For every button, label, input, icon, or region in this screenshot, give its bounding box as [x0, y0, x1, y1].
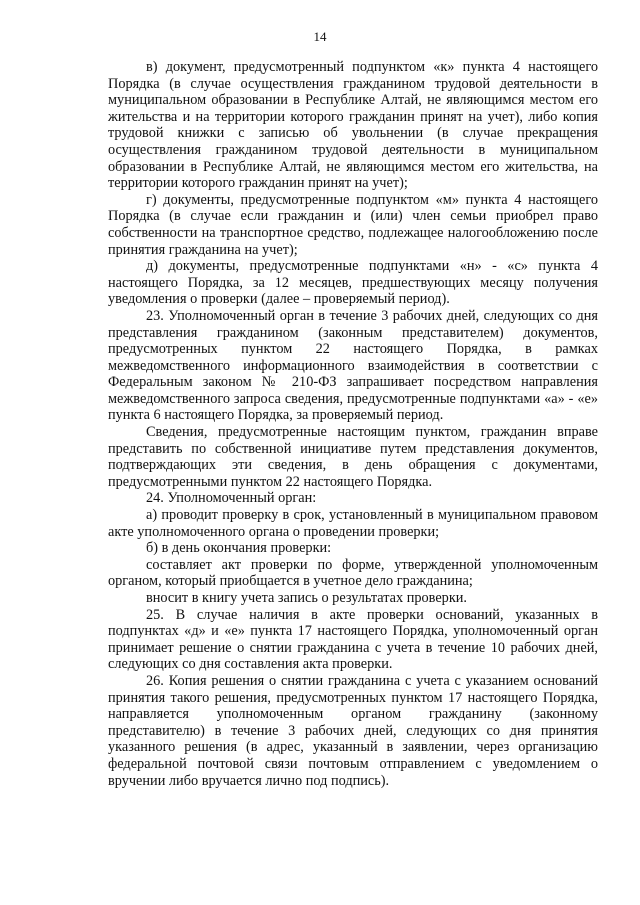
- paragraph-item-g: г) документы, предусмотренные подпунктом «м» пункта 4 настоящего Порядка (в случае если гражданин и (или) член семьи приобрел право собственности на транспортное средство, подлежащее налогообложению после принятия гражданина на учет);: [108, 191, 598, 258]
- paragraph-24-b-act: составляет акт проверки по форме, утвержденной уполномоченным органом, который приобщается в учетное дело гражданина;: [108, 556, 598, 590]
- paragraph-24: 24. Уполномоченный орган:: [146, 490, 317, 507]
- paragraph-23-info: Сведения, предусмотренные настоящим пунктом, гражданин вправе представить по собственной инициативе путем представления документов, подтверждающих эти сведения, в день обращения с документами, предусмотренными пунктом 22 настоящего Порядка.: [108, 424, 598, 490]
- paragraph-item-d: д) документы, предусмотренные подпунктами «н» - «с» пункта 4 настоящего Порядка, за 12 месяцев, предшествующих месяцу получения уведомления о проверки (далее – проверяемый период).: [108, 258, 598, 308]
- paragraph-item-v: в) документ, предусмотренный подпунктом «к» пункта 4 настоящего Порядка (в случае осуществления гражданином трудовой деятельности в муниципальном образовании в Республике Алтай, не являющимся местом его жительства и на территории которого гражданин принят на учет), либо копия трудовой книжки с записью об увольнении (в случае прекращения осуществления гражданином трудовой деятельности в муниципальном образовании в Республике Алтай, не являющимся местом его жительства, на территории которого гражданин принят на учет);: [108, 59, 598, 192]
- page-number: 14: [313, 29, 327, 44]
- paragraph-25: 25. В случае наличия в акте проверки оснований, указанных в подпунктах «д» и «е» пункта 17 настоящего Порядка, уполномоченный орган принимает решение о снятии гражданина с учета в течение 10 рабочих дней, следующих со дня составления акта проверки.: [108, 606, 598, 673]
- paragraph-24-b: б) в день окончания проверки:: [146, 540, 332, 557]
- paragraph-26: 26. Копия решения о снятии гражданина с учета с указанием оснований принятия такого решения, предусмотренных пунктом 17 настоящего Порядка, направляется уполномоченным органом гражданину (законному представителю) в течение 3 рабочих дней, следующих со дня принятия указанного решения (в адрес, указанный в заявлении, через организацию федеральной почтовой связи почтовым отправлением с уведомлением о вручении либо вручается лично под подпись).: [108, 672, 598, 789]
- paragraph-23: 23. Уполномоченный орган в течение 3 рабочих дней, следующих со дня представления гражданином (законным представителем) документов, предусмотренных пунктом 22 настоящего Порядка, в рамках межведомственного информационного взаимодействия в соответствии с Федеральным законом № 210-ФЗ запрашивает посредством направления межведомственного запроса сведения, предусмотренные подпунктами «а» - «е» пункта 6 настоящего Порядка, за проверяемый период.: [108, 307, 598, 424]
- paragraph-24-b-record: вносит в книгу учета запись о результатах проверки.: [146, 590, 467, 606]
- document-body: [108, 59, 598, 789]
- paragraph-24-a: а) проводит проверку в срок, установленный в муниципальном правовом акте уполномоченного органа о проведении проверки;: [108, 507, 598, 540]
